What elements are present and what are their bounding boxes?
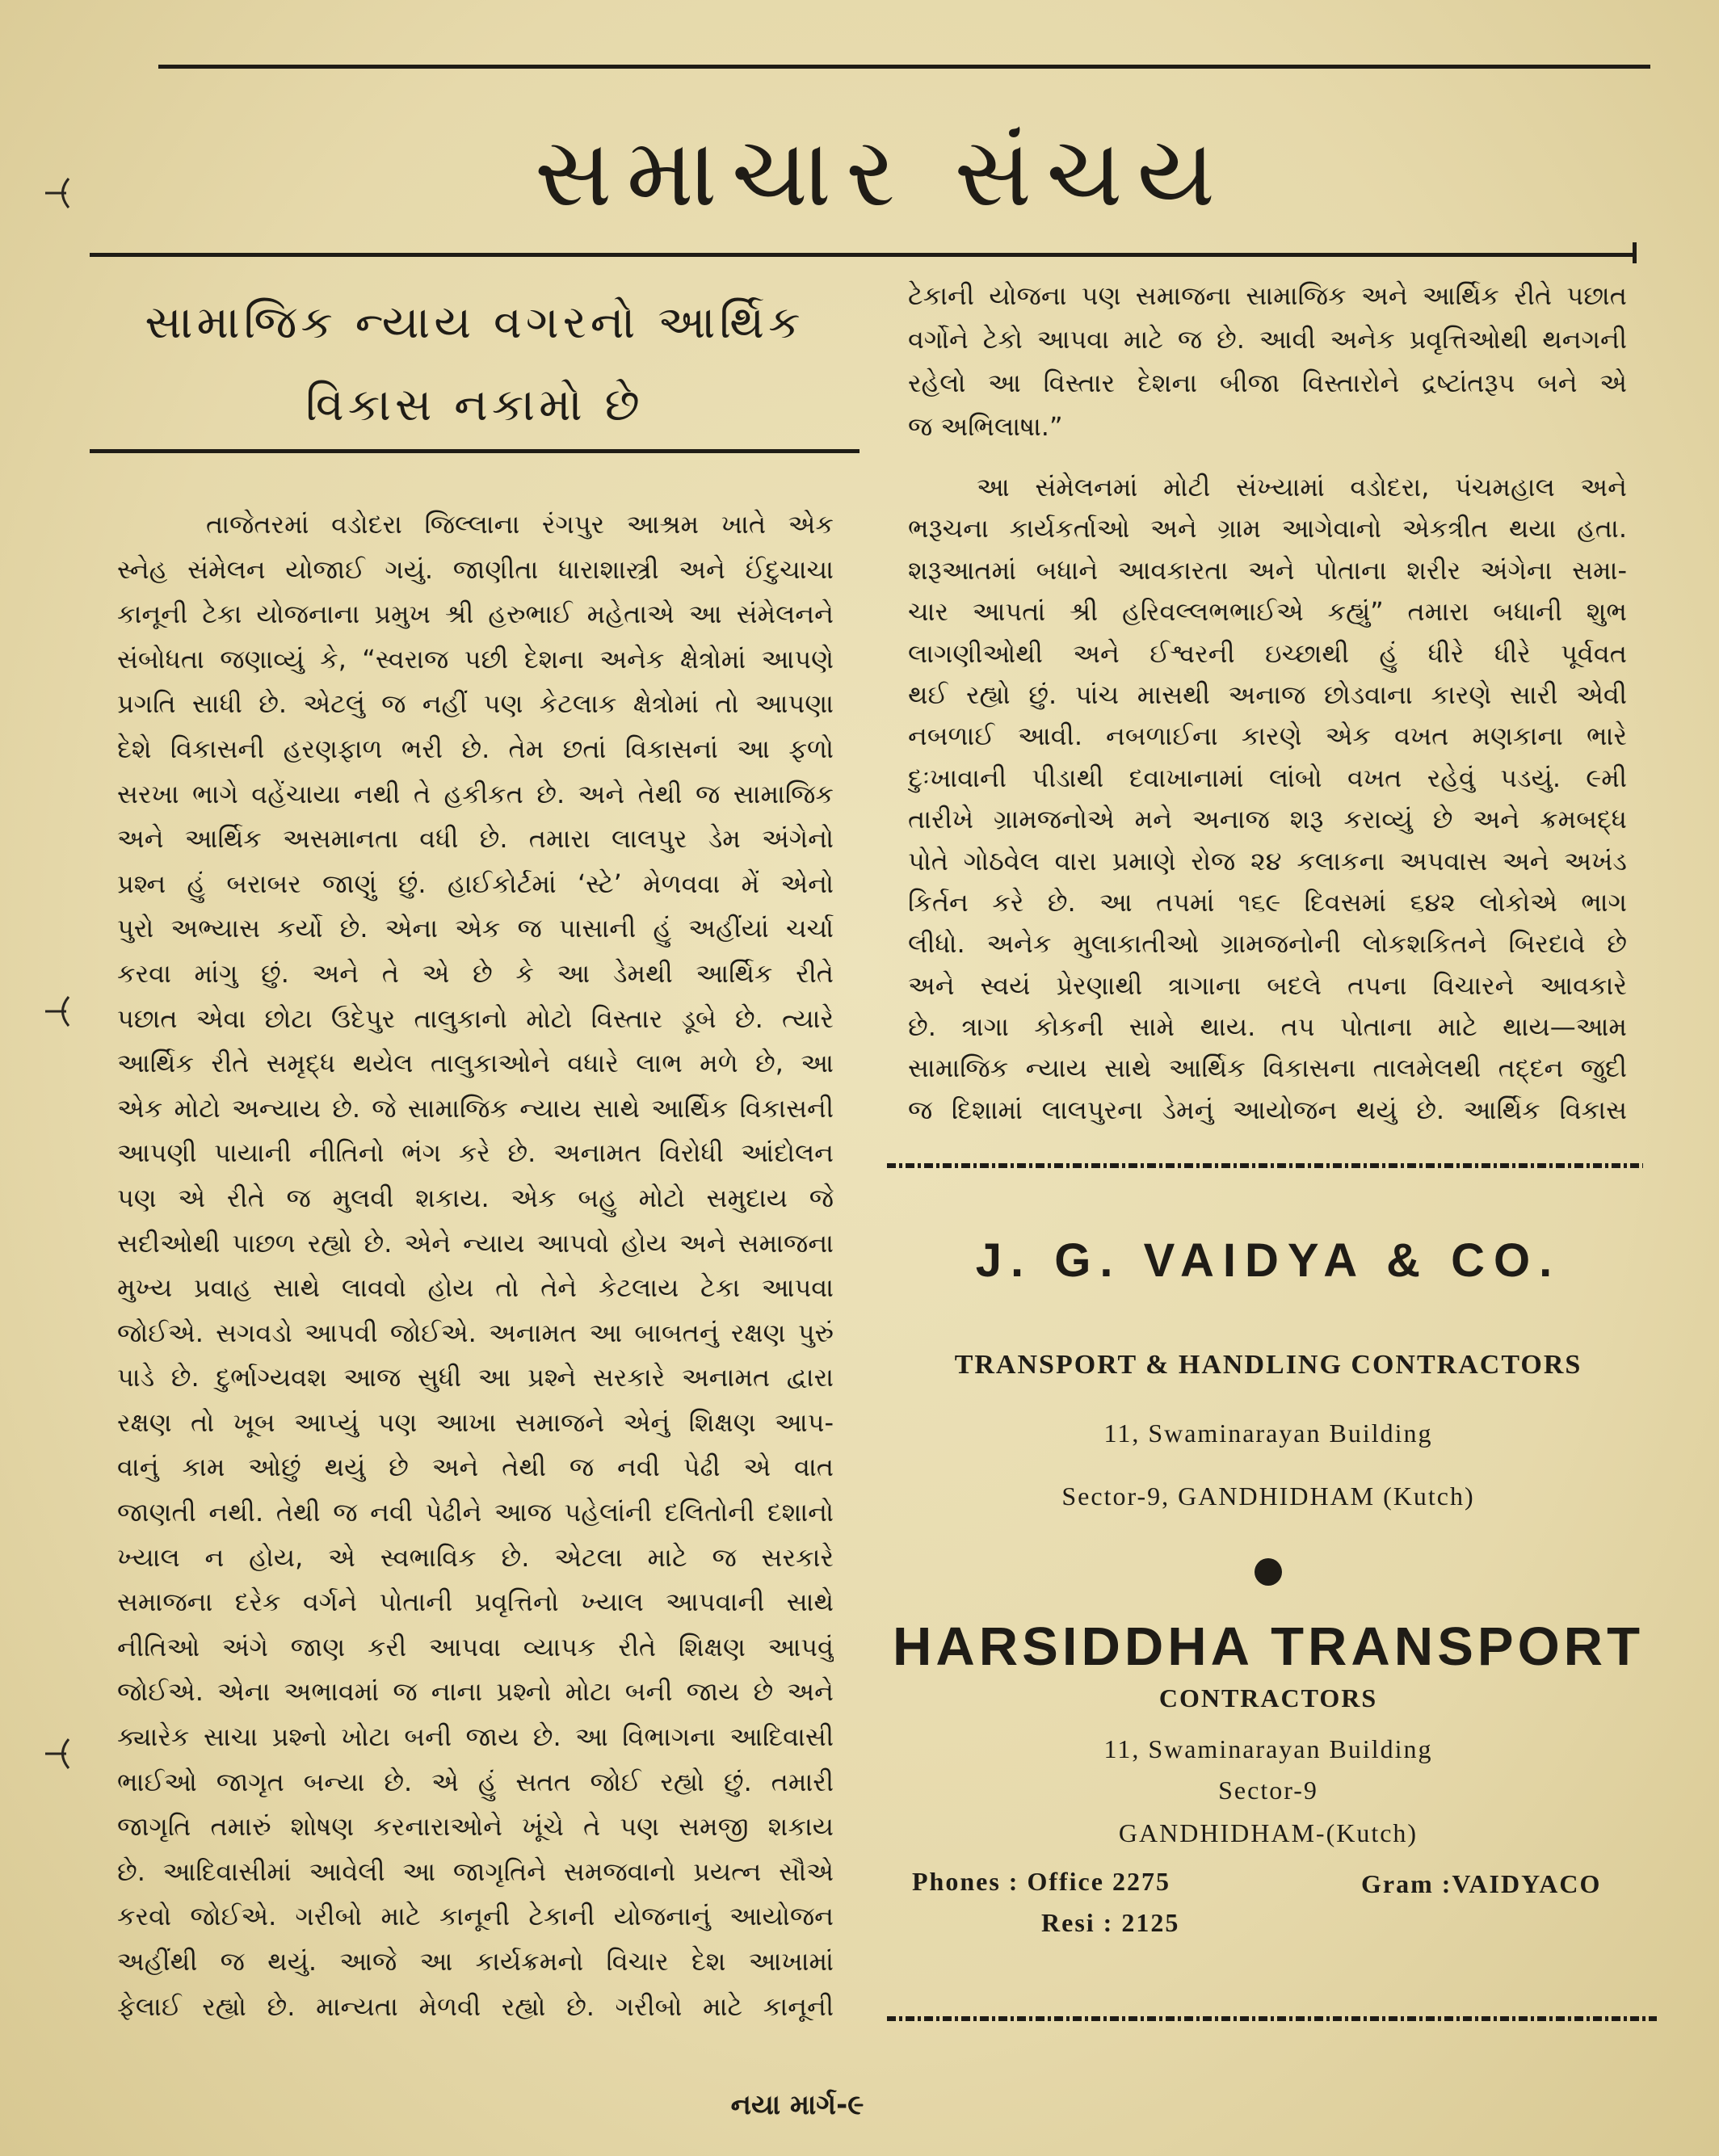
text-line: સામાજિક ન્યાય સાથે આર્થિક વિકાસના તાલમેલથી તદ્દન જુદી <box>908 1053 1627 1084</box>
text-line: ટેકાની યોજના પણ સમાજના સામાજિક અને આર્થિક રીતે પછાત <box>908 280 1627 311</box>
text-line: જોઈએ. એના અભાવમાં જ નાના પ્રશ્નો મોટા બની જાય છે અને <box>117 1676 834 1708</box>
rule-end-tick <box>1633 242 1637 263</box>
text-line: લીધો. અનેક મુલાકાતીઓ ગ્રામજનોની લોકશકિતને બિરદાવે છે <box>908 928 1627 960</box>
text-line: ખ્યાલ ન હોય, એ સ્વભાવિક છે. એટલા માટે જ સરકારે <box>117 1541 834 1573</box>
article-headline-line-2: વિકાસ નકામો છે <box>305 379 644 431</box>
text-line: સ્નેહ સંમેલન યોજાઈ ગયું. જાણીતા ધારાશાસ્ત્રી અને ઈંદુચાચા <box>117 553 834 585</box>
article-right-paragraph-2 <box>908 467 1627 1131</box>
text-line: અને આર્થિક અસમાનતા વધી છે. તમારા લાલપુર ડેમ અંગેનો <box>117 823 834 855</box>
text-line: જ દિશામાં લાલપુરના ડેમનું આયોજન થયું છે. આર્થિક વિકાસ <box>908 1094 1627 1125</box>
text-line: પુરો અભ્યાસ કર્યો છે. એના એક જ પાસાની હું અહીંયાં ચર્ચા <box>117 913 834 944</box>
ad-harsiddha-gram: Gram :VAIDYACO <box>1361 1869 1602 1898</box>
ad-vaidya-name: J. G. VAIDYA & CO. <box>975 1234 1561 1287</box>
text-line: પ્રશ્ન હું બરાબર જાણું છું. હાઈકોર્ટમાં ‘સ્ટે’ મેળવવા મેં એનો <box>117 868 834 899</box>
binding-mark-icon <box>42 1733 82 1773</box>
binding-mark-icon <box>42 172 82 212</box>
text-line: સરખા ભાગે વહેંચાયા નથી તે હકીકત છે. અને તેથી જ સામાજિક <box>117 778 834 809</box>
text-line: ભરૂચના કાર્યકર્તાઓ અને ગ્રામ આગેવાનો એકત્રીત થયા હતા. <box>908 513 1627 544</box>
text-line: પણ એ રીતે જ મુલવી શકાય. એક બહુ મોટો સમુદાય જે <box>117 1182 834 1213</box>
text-line: છે. આદિવાસીમાં આવેલી આ જાગૃતિને સમજવાનો પ્રયત્ન સૌએ <box>117 1856 834 1887</box>
text-line: કિર્તન કરે છે. આ તપમાં ૧૬૯ દિવસમાં ૬૪૨ લોકોએ ભાગ <box>908 886 1627 918</box>
masthead-top-rule <box>158 65 1650 69</box>
text-line: રક્ષણ તો ખૂબ આપ્યું પણ આખા સમાજને એનું શિક્ષણ આપ- <box>117 1406 834 1438</box>
text-line: જ અભિલાષા.” <box>908 411 1063 442</box>
text-line: એક મોટો અન્યાય છે. જે સામાજિક ન્યાય સાથે આર્થિક વિકાસની <box>117 1092 834 1124</box>
text-line: લાગણીઓથી અને ઈશ્વરની ઇચ્છાથી હું ધીરે ધીરે પૂર્વવત <box>908 637 1627 669</box>
text-line: કાનૂની ટેકા યોજનાના પ્રમુખ શ્રી હરુભાઈ મહેતાએ આ સંમેલનને <box>117 599 834 630</box>
dashed-divider-top <box>887 1163 1643 1168</box>
text-line: જાણતી નથી. તેથી જ નવી પેઢીને આજ પહેલાંની દલિતોની દશાનો <box>117 1497 834 1528</box>
text-line: તાજેતરમાં વડોદરા જિલ્લાના રંગપુર આશ્રમ ખાતે એક <box>206 509 834 540</box>
dashed-divider-bottom <box>887 2016 1657 2021</box>
text-line: નીતિઓ અંગે જાણ કરી આપવા વ્યાપક રીતે શિક્ષણ આપવું <box>117 1631 834 1662</box>
text-line: સદીઓથી પાછળ રહ્યો છે. એને ન્યાય આપવો હોય અને સમાજના <box>117 1227 834 1259</box>
text-line: ભાઈઓ જાગૃત બન્યા છે. એ હું સતત જોઈ રહ્યો છું. તમારી <box>117 1766 834 1797</box>
article-headline-line-1: સામાજિક ન્યાય વગરનો આર્થિક <box>145 296 805 349</box>
ad-harsiddha-name: HARSIDDHA TRANSPORT <box>892 1616 1644 1677</box>
masthead-bottom-rule <box>90 253 1637 257</box>
text-line: સમાજના દરેક વર્ગને પોતાની પ્રવૃત્તિનો ખ્યાલ આપવાની સાથે <box>117 1587 834 1618</box>
ad-vaidya-services: TRANSPORT & HANDLING CONTRACTORS <box>954 1350 1582 1380</box>
ad-harsiddha-residence: Resi : 2125 <box>1041 1908 1180 1937</box>
text-line: અને સ્વયં પ્રેરણાથી ત્રાગાના બદલે તપના વિચારને આવકારે <box>908 969 1627 1001</box>
text-line: જાગૃતિ તમારું શોષણ કરનારાઓને ખૂંચે તે પણ સમજી શકાય <box>117 1811 834 1843</box>
text-line: આપણી પાયાની નીતિનો ભંગ કરે છે. અનામત વિરોધી આંદોલન <box>117 1137 834 1169</box>
ad-harsiddha-services: CONTRACTORS <box>1158 1683 1378 1713</box>
text-line: નબળાઈ આવી. નબળાઈના કારણે એક વખત મણકાના ભારે <box>908 721 1627 752</box>
text-line: થઈ રહ્યો છું. પાંચ માસથી અનાજ છોડવાના કારણે સારી એવી <box>908 679 1627 710</box>
article-right-paragraph-1 <box>908 274 1627 448</box>
section-title: સમાચાર સંચય <box>534 116 1230 228</box>
text-line: અહીંથી જ થયું. આજે આ કાર્યક્રમનો વિચાર દેશ આખામાં <box>117 1946 834 1977</box>
text-line: પછાત એવા છોટા ઉદેપુર તાલુકાનો મોટો વિસ્તાર ડૂબે છે. ત્યારે <box>117 1002 834 1034</box>
text-line: રહેલો આ વિસ્તાર દેશના બીજા વિસ્તારોને દ્રષ્ટાંતરૂપ બને એ <box>908 368 1627 398</box>
text-line: મુખ્ય પ્રવાહ સાથે લાવવો હોય તો તેને કેટલાય ટેકા આપવા <box>117 1272 834 1304</box>
text-line: કરવો જોઈએ. ગરીબો માટે કાનૂની ટેકાની યોજનાનું આયોજન <box>117 1901 834 1932</box>
text-line: છે. ત્રાગા કોકની સામે થાય. તપ પોતાના માટે થાય—આમ <box>908 1011 1627 1043</box>
text-line: આ સંમેલનમાં મોટી સંખ્યામાં વડોદરા, પંચમહાલ અને <box>977 472 1627 502</box>
text-line: દુઃખાવાની પીડાથી દવાખાનામાં લાંબો વખત રહેવું પડયું. ૯મી <box>908 762 1627 793</box>
ad-harsiddha-phones: Phones : Office 2275 <box>912 1867 1171 1896</box>
text-line: ફેલાઈ રહ્યો છે. માન્યતા મેળવી રહ્યો છે. ગરીબો માટે કાનૂની <box>117 1990 834 2022</box>
binding-mark-icon <box>42 990 82 1031</box>
page-footer-label: નયા માર્ગ-૯ <box>730 2089 864 2121</box>
text-line: દેશે વિકાસની હરણફાળ ભરી છે. તેમ છતાં વિકાસનાં આ ફળો <box>117 733 834 764</box>
ad-harsiddha-address-2: Sector-9 <box>1218 1776 1318 1805</box>
ad-vaidya-address-2: Sector-9, GANDHIDHAM (Kutch) <box>1061 1481 1475 1511</box>
bullet-separator <box>1255 1558 1282 1586</box>
text-line: તારીખે ગ્રામજનોએ મને અનાજ શરૂ કરાવ્યું છે અને ક્રમબદ્ધ <box>908 804 1627 835</box>
text-line: પ્રગતિ સાધી છે. એટલું જ નહીં પણ કેટલાક ક્ષેત્રોમાં તો આપણા <box>117 688 834 720</box>
text-line: કરવા માંગુ છું. અને તે એ છે કે આ ડેમથી આર્થિક રીતે <box>117 957 834 989</box>
text-line: વર્ગોને ટેકો આપવા માટે જ છે. આવી અનેક પ્રવૃત્તિઓથી થનગની <box>908 324 1627 355</box>
ad-harsiddha-address-3: GANDHIDHAM-(Kutch) <box>1118 1818 1418 1847</box>
text-line: પાડે છે. દુર્ભાગ્યવશ આજ સુધી આ પ્રશ્ને સરકારે અનામત દ્વારા <box>117 1362 834 1393</box>
article-left-column <box>117 502 834 2029</box>
text-line: વાનું કામ ઓછું થયું છે અને તેથી જ નવી પેઢી એ વાત <box>117 1452 834 1483</box>
text-line: સંબોધતા જણાવ્યું કે, “સ્વરાજ પછી દેશના અનેક ક્ષેત્રોમાં આપણે <box>117 643 834 675</box>
text-line: ચાર આપતાં શ્રી હરિવલ્લભભાઈએ કહ્યું” તમારા બધાની શુભ <box>908 596 1627 628</box>
text-line: પોતે ગોઠવેલ વારા પ્રમાણે રોજ ૨૪ કલાકના અપવાસ અને અખંડ <box>908 845 1627 876</box>
text-line: શરૂઆતમાં બધાને આવકારતા અને પોતાના શરીર અંગેના સમા- <box>908 554 1627 586</box>
headline-rule <box>90 449 860 453</box>
text-line: જોઈએ. સગવડો આપવી જોઈએ. અનામત આ બાબતનું રક્ષણ પુરું <box>117 1317 834 1348</box>
text-line: ક્યારેક સાચા પ્રશ્નો ખોટા બની જાય છે. આ વિભાગના આદિવાસી <box>117 1721 834 1753</box>
text-line: આર્થિક રીતે સમૃદ્ધ થયેલ તાલુકાઓને વધારે લાભ મળે છે, આ <box>117 1048 834 1079</box>
ad-harsiddha-address-1: 11, Swaminarayan Building <box>1103 1734 1433 1763</box>
ad-vaidya-address-1: 11, Swaminarayan Building <box>1103 1418 1433 1448</box>
